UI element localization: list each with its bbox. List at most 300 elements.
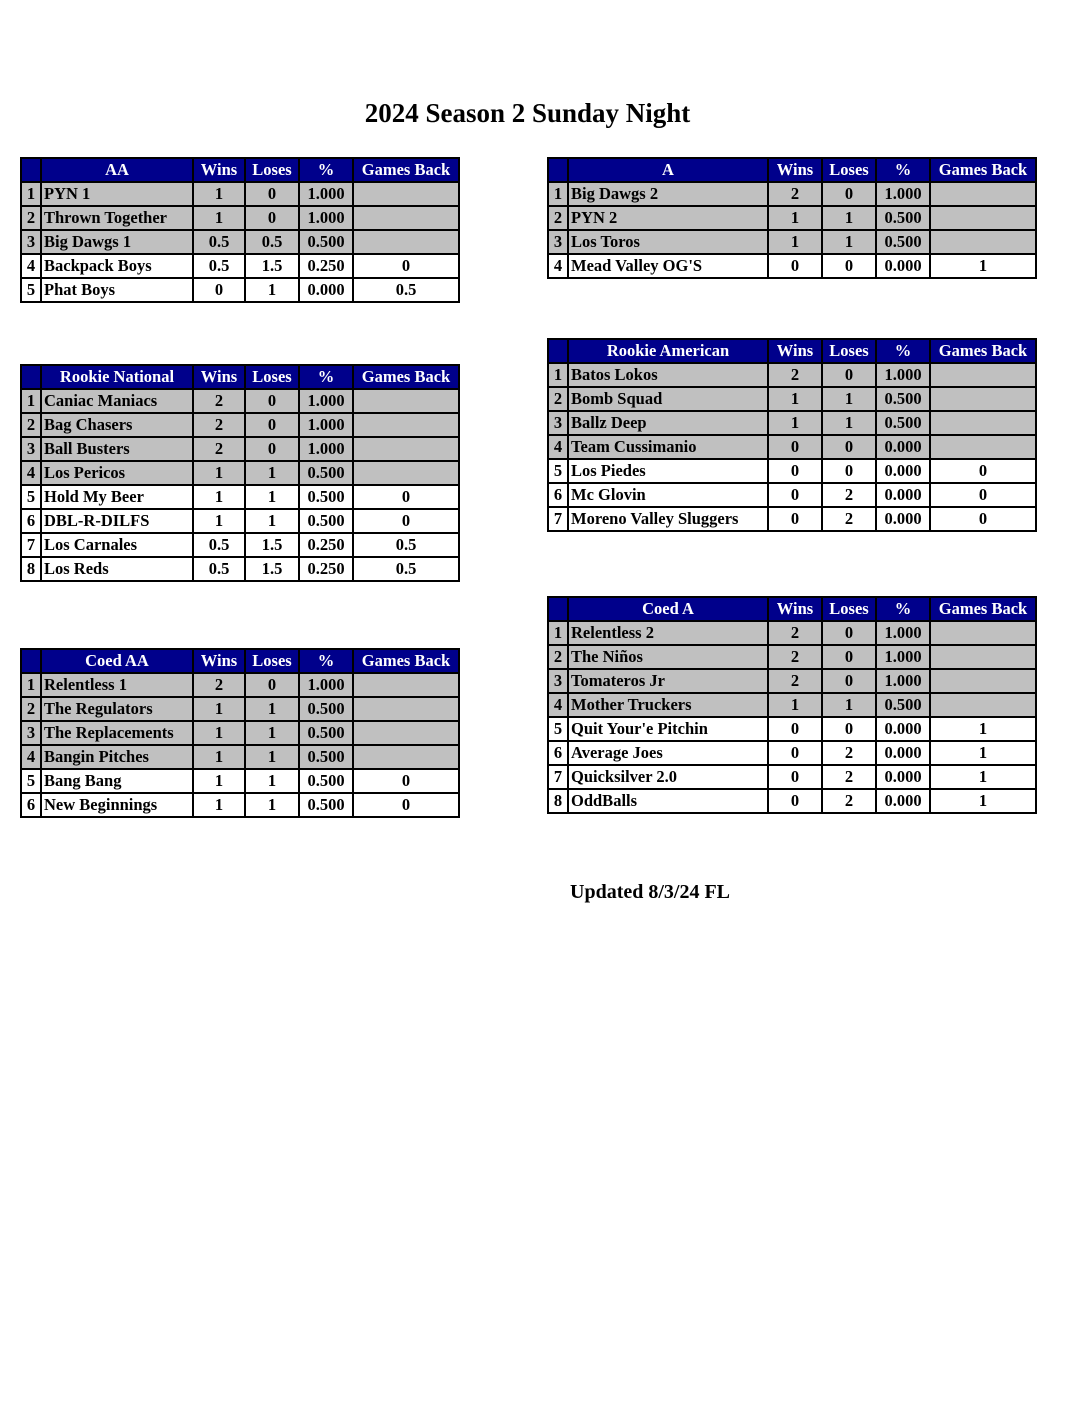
wins-cell: 2 bbox=[768, 363, 822, 387]
wins-cell: 1 bbox=[193, 721, 245, 745]
pct-cell: 0.000 bbox=[876, 789, 930, 813]
rank-cell: 6 bbox=[21, 793, 41, 817]
team-name-cell: Phat Boys bbox=[41, 278, 193, 302]
table-row bbox=[548, 621, 1036, 645]
loses-cell: 1 bbox=[245, 509, 299, 533]
loses-cell: 0 bbox=[822, 182, 876, 206]
rank-cell: 4 bbox=[548, 435, 568, 459]
rank-cell: 3 bbox=[548, 411, 568, 435]
games-back-cell bbox=[353, 721, 459, 745]
loses-cell: 1.5 bbox=[245, 254, 299, 278]
wins-cell: 0.5 bbox=[193, 230, 245, 254]
wins-cell: 0.5 bbox=[193, 254, 245, 278]
table-row bbox=[548, 206, 1036, 230]
pct-header: % bbox=[876, 597, 930, 621]
wins-cell: 2 bbox=[768, 182, 822, 206]
header-row bbox=[548, 339, 1036, 363]
table-row bbox=[21, 769, 459, 793]
rank-cell: 7 bbox=[21, 533, 41, 557]
team-name-cell: Los Reds bbox=[41, 557, 193, 581]
team-name-cell: Bomb Squad bbox=[568, 387, 768, 411]
table-row bbox=[548, 483, 1036, 507]
table-row bbox=[21, 721, 459, 745]
wins-cell: 2 bbox=[768, 669, 822, 693]
wins-cell: 1 bbox=[193, 793, 245, 817]
games-back-cell bbox=[353, 206, 459, 230]
rank-header bbox=[548, 339, 568, 363]
wins-cell: 1 bbox=[768, 693, 822, 717]
pct-cell: 0.500 bbox=[299, 745, 353, 769]
rank-cell: 3 bbox=[21, 437, 41, 461]
loses-cell: 0 bbox=[822, 363, 876, 387]
team-name-cell: PYN 2 bbox=[568, 206, 768, 230]
team-name-cell: Tomateros Jr bbox=[568, 669, 768, 693]
table-row bbox=[548, 411, 1036, 435]
games-back-cell: 0 bbox=[353, 509, 459, 533]
games-back-cell: 0 bbox=[930, 483, 1036, 507]
table-row bbox=[548, 789, 1036, 813]
team-name-cell: Mead Valley OG'S bbox=[568, 254, 768, 278]
games-back-cell bbox=[930, 435, 1036, 459]
pct-cell: 0.500 bbox=[876, 230, 930, 254]
pct-header: % bbox=[876, 158, 930, 182]
table-row bbox=[548, 254, 1036, 278]
table-row bbox=[548, 363, 1036, 387]
rank-header bbox=[21, 158, 41, 182]
pct-cell: 0.000 bbox=[876, 765, 930, 789]
rank-cell: 8 bbox=[21, 557, 41, 581]
loses-header: Loses bbox=[245, 649, 299, 673]
pct-cell: 0.250 bbox=[299, 557, 353, 581]
rank-cell: 5 bbox=[548, 717, 568, 741]
loses-cell: 0 bbox=[245, 206, 299, 230]
table-row bbox=[548, 741, 1036, 765]
team-name-cell: New Beginnings bbox=[41, 793, 193, 817]
games-back-cell: 0 bbox=[353, 793, 459, 817]
division-name: Coed A bbox=[568, 597, 768, 621]
loses-cell: 1 bbox=[245, 721, 299, 745]
rank-header bbox=[548, 158, 568, 182]
rank-cell: 4 bbox=[548, 254, 568, 278]
wins-cell: 0 bbox=[768, 254, 822, 278]
wins-cell: 1 bbox=[193, 745, 245, 769]
loses-cell: 2 bbox=[822, 789, 876, 813]
wins-cell: 1 bbox=[768, 230, 822, 254]
wins-cell: 0 bbox=[193, 278, 245, 302]
games-back-cell bbox=[353, 413, 459, 437]
games-back-cell: 1 bbox=[930, 717, 1036, 741]
wins-cell: 2 bbox=[768, 645, 822, 669]
team-name-cell: Moreno Valley Sluggers bbox=[568, 507, 768, 531]
team-name-cell: Big Dawgs 1 bbox=[41, 230, 193, 254]
team-name-cell: PYN 1 bbox=[41, 182, 193, 206]
pct-cell: 0.500 bbox=[876, 411, 930, 435]
team-name-cell: Bang Bang bbox=[41, 769, 193, 793]
standings-table-rookie-american bbox=[547, 338, 1037, 532]
table-row bbox=[548, 669, 1036, 693]
rank-cell: 4 bbox=[21, 254, 41, 278]
table-row bbox=[548, 435, 1036, 459]
standings-table-coed-a bbox=[547, 596, 1037, 814]
team-name-cell: Ball Busters bbox=[41, 437, 193, 461]
rank-cell: 3 bbox=[548, 230, 568, 254]
header-row bbox=[21, 365, 459, 389]
rank-cell: 3 bbox=[548, 669, 568, 693]
loses-header: Loses bbox=[245, 365, 299, 389]
team-name-cell: Team Cussimanio bbox=[568, 435, 768, 459]
pct-cell: 1.000 bbox=[876, 645, 930, 669]
games-back-cell: 0.5 bbox=[353, 278, 459, 302]
division-name: Coed AA bbox=[41, 649, 193, 673]
games-back-cell: 0 bbox=[930, 507, 1036, 531]
team-name-cell: Bag Chasers bbox=[41, 413, 193, 437]
loses-cell: 1 bbox=[245, 461, 299, 485]
division-name: A bbox=[568, 158, 768, 182]
games-back-cell: 0.5 bbox=[353, 557, 459, 581]
team-name-cell: OddBalls bbox=[568, 789, 768, 813]
pct-cell: 0.000 bbox=[876, 507, 930, 531]
standings-table-aa bbox=[20, 157, 460, 303]
table-row bbox=[21, 413, 459, 437]
rank-cell: 1 bbox=[548, 182, 568, 206]
wins-header: Wins bbox=[193, 158, 245, 182]
pct-cell: 0.000 bbox=[876, 254, 930, 278]
updated-note: Updated 8/3/24 FL bbox=[570, 881, 731, 903]
wins-cell: 1 bbox=[193, 461, 245, 485]
games-back-header: Games Back bbox=[353, 158, 459, 182]
games-back-header: Games Back bbox=[930, 158, 1036, 182]
pct-cell: 0.000 bbox=[876, 717, 930, 741]
pct-cell: 1.000 bbox=[299, 673, 353, 697]
rank-cell: 1 bbox=[21, 182, 41, 206]
table-row bbox=[21, 182, 459, 206]
wins-cell: 0.5 bbox=[193, 533, 245, 557]
table-row bbox=[548, 507, 1036, 531]
games-back-header: Games Back bbox=[930, 597, 1036, 621]
rank-cell: 4 bbox=[21, 745, 41, 769]
team-name-cell: The Niños bbox=[568, 645, 768, 669]
team-name-cell: DBL-R-DILFS bbox=[41, 509, 193, 533]
rank-cell: 1 bbox=[21, 673, 41, 697]
rank-cell: 7 bbox=[548, 765, 568, 789]
table-row bbox=[21, 509, 459, 533]
team-name-cell: Mc Glovin bbox=[568, 483, 768, 507]
table-row bbox=[548, 230, 1036, 254]
pct-header: % bbox=[299, 649, 353, 673]
wins-cell: 2 bbox=[193, 673, 245, 697]
loses-cell: 0 bbox=[822, 254, 876, 278]
header-row bbox=[21, 158, 459, 182]
pct-cell: 1.000 bbox=[876, 621, 930, 645]
rank-cell: 2 bbox=[548, 387, 568, 411]
loses-header: Loses bbox=[822, 158, 876, 182]
games-back-header: Games Back bbox=[353, 365, 459, 389]
team-name-cell: Thrown Together bbox=[41, 206, 193, 230]
rank-cell: 2 bbox=[548, 206, 568, 230]
games-back-cell bbox=[930, 206, 1036, 230]
pct-cell: 1.000 bbox=[299, 206, 353, 230]
standings-table-coed-aa bbox=[20, 648, 460, 818]
games-back-cell: 1 bbox=[930, 254, 1036, 278]
team-name-cell: Batos Lokos bbox=[568, 363, 768, 387]
table-row bbox=[548, 717, 1036, 741]
pct-cell: 0.250 bbox=[299, 254, 353, 278]
rank-cell: 8 bbox=[548, 789, 568, 813]
wins-cell: 0 bbox=[768, 459, 822, 483]
rank-cell: 2 bbox=[21, 413, 41, 437]
team-name-cell: Quicksilver 2.0 bbox=[568, 765, 768, 789]
games-back-cell bbox=[930, 411, 1036, 435]
wins-cell: 1 bbox=[193, 769, 245, 793]
wins-cell: 0 bbox=[768, 717, 822, 741]
loses-cell: 1 bbox=[245, 769, 299, 793]
standings-table-a bbox=[547, 157, 1037, 279]
loses-cell: 0 bbox=[245, 389, 299, 413]
table-row bbox=[548, 387, 1036, 411]
loses-cell: 2 bbox=[822, 483, 876, 507]
pct-cell: 0.500 bbox=[299, 230, 353, 254]
games-back-cell bbox=[353, 389, 459, 413]
wins-header: Wins bbox=[768, 597, 822, 621]
rank-cell: 3 bbox=[21, 721, 41, 745]
loses-cell: 1.5 bbox=[245, 533, 299, 557]
pct-cell: 0.500 bbox=[876, 387, 930, 411]
games-back-cell: 0.5 bbox=[353, 533, 459, 557]
wins-cell: 0.5 bbox=[193, 557, 245, 581]
games-back-cell: 1 bbox=[930, 741, 1036, 765]
team-name-cell: Mother Truckers bbox=[568, 693, 768, 717]
wins-cell: 1 bbox=[193, 509, 245, 533]
games-back-cell: 0 bbox=[353, 485, 459, 509]
loses-cell: 0 bbox=[245, 673, 299, 697]
rank-header bbox=[21, 649, 41, 673]
pct-cell: 0.500 bbox=[876, 693, 930, 717]
page-title: 2024 Season 2 Sunday Night bbox=[364, 98, 691, 128]
loses-cell: 1 bbox=[822, 693, 876, 717]
table-row bbox=[21, 485, 459, 509]
team-name-cell: Los Toros bbox=[568, 230, 768, 254]
team-name-cell: Quit Your'e Pitchin bbox=[568, 717, 768, 741]
games-back-cell bbox=[353, 697, 459, 721]
pct-header: % bbox=[876, 339, 930, 363]
division-name: AA bbox=[41, 158, 193, 182]
pct-cell: 1.000 bbox=[299, 413, 353, 437]
table-row bbox=[21, 206, 459, 230]
loses-cell: 0 bbox=[822, 717, 876, 741]
table-row bbox=[548, 693, 1036, 717]
wins-cell: 1 bbox=[193, 485, 245, 509]
rank-cell: 6 bbox=[548, 483, 568, 507]
table-row bbox=[21, 254, 459, 278]
rank-cell: 2 bbox=[21, 206, 41, 230]
games-back-cell bbox=[930, 645, 1036, 669]
rank-header bbox=[548, 597, 568, 621]
table-row bbox=[21, 745, 459, 769]
pct-cell: 0.500 bbox=[299, 721, 353, 745]
loses-cell: 1 bbox=[245, 697, 299, 721]
team-name-cell: Average Joes bbox=[568, 741, 768, 765]
wins-cell: 0 bbox=[768, 435, 822, 459]
table-row bbox=[21, 437, 459, 461]
loses-cell: 1 bbox=[245, 485, 299, 509]
team-name-cell: Relentless 2 bbox=[568, 621, 768, 645]
loses-cell: 0 bbox=[822, 645, 876, 669]
wins-cell: 1 bbox=[193, 206, 245, 230]
pct-cell: 1.000 bbox=[299, 437, 353, 461]
pct-header: % bbox=[299, 158, 353, 182]
loses-cell: 0.5 bbox=[245, 230, 299, 254]
table-row bbox=[21, 461, 459, 485]
rank-cell: 3 bbox=[21, 230, 41, 254]
pct-cell: 0.000 bbox=[876, 741, 930, 765]
wins-cell: 2 bbox=[193, 413, 245, 437]
loses-cell: 0 bbox=[245, 413, 299, 437]
pct-cell: 1.000 bbox=[876, 363, 930, 387]
loses-cell: 0 bbox=[245, 182, 299, 206]
table-row bbox=[548, 765, 1036, 789]
rank-cell: 6 bbox=[21, 509, 41, 533]
wins-cell: 1 bbox=[768, 206, 822, 230]
games-back-cell bbox=[930, 230, 1036, 254]
loses-cell: 1 bbox=[822, 387, 876, 411]
loses-cell: 1 bbox=[245, 278, 299, 302]
pct-cell: 0.000 bbox=[876, 435, 930, 459]
wins-header: Wins bbox=[193, 649, 245, 673]
team-name-cell: The Regulators bbox=[41, 697, 193, 721]
games-back-cell bbox=[930, 387, 1036, 411]
pct-cell: 1.000 bbox=[299, 182, 353, 206]
wins-cell: 0 bbox=[768, 765, 822, 789]
loses-cell: 0 bbox=[245, 437, 299, 461]
wins-cell: 2 bbox=[768, 621, 822, 645]
games-back-cell bbox=[930, 669, 1036, 693]
rank-cell: 1 bbox=[21, 389, 41, 413]
wins-cell: 2 bbox=[193, 437, 245, 461]
wins-cell: 1 bbox=[193, 182, 245, 206]
wins-cell: 0 bbox=[768, 483, 822, 507]
games-back-cell bbox=[353, 745, 459, 769]
table-row bbox=[21, 557, 459, 581]
loses-cell: 2 bbox=[822, 765, 876, 789]
team-name-cell: Los Pericos bbox=[41, 461, 193, 485]
loses-cell: 1 bbox=[245, 793, 299, 817]
loses-cell: 2 bbox=[822, 507, 876, 531]
games-back-cell bbox=[353, 673, 459, 697]
loses-cell: 0 bbox=[822, 621, 876, 645]
games-back-header: Games Back bbox=[353, 649, 459, 673]
division-name: Rookie American bbox=[568, 339, 768, 363]
loses-cell: 0 bbox=[822, 459, 876, 483]
games-back-cell bbox=[353, 182, 459, 206]
rank-cell: 5 bbox=[21, 278, 41, 302]
loses-cell: 1 bbox=[822, 411, 876, 435]
rank-header bbox=[21, 365, 41, 389]
rank-cell: 4 bbox=[21, 461, 41, 485]
header-row bbox=[548, 597, 1036, 621]
team-name-cell: Caniac Maniacs bbox=[41, 389, 193, 413]
games-back-cell bbox=[930, 363, 1036, 387]
table-row bbox=[548, 459, 1036, 483]
pct-cell: 0.250 bbox=[299, 533, 353, 557]
team-name-cell: Ballz Deep bbox=[568, 411, 768, 435]
pct-cell: 1.000 bbox=[299, 389, 353, 413]
rank-cell: 5 bbox=[21, 769, 41, 793]
games-back-cell: 1 bbox=[930, 765, 1036, 789]
table-row bbox=[21, 389, 459, 413]
games-back-header: Games Back bbox=[930, 339, 1036, 363]
games-back-cell: 0 bbox=[353, 769, 459, 793]
pct-cell: 0.500 bbox=[299, 793, 353, 817]
wins-cell: 0 bbox=[768, 507, 822, 531]
games-back-cell bbox=[930, 182, 1036, 206]
wins-cell: 1 bbox=[193, 697, 245, 721]
rank-cell: 1 bbox=[548, 621, 568, 645]
games-back-cell: 0 bbox=[930, 459, 1036, 483]
games-back-cell: 0 bbox=[353, 254, 459, 278]
rank-cell: 2 bbox=[21, 697, 41, 721]
table-row bbox=[21, 278, 459, 302]
team-name-cell: Hold My Beer bbox=[41, 485, 193, 509]
header-row bbox=[21, 649, 459, 673]
wins-header: Wins bbox=[193, 365, 245, 389]
table-row bbox=[21, 793, 459, 817]
wins-header: Wins bbox=[768, 158, 822, 182]
wins-cell: 1 bbox=[768, 411, 822, 435]
team-name-cell: Backpack Boys bbox=[41, 254, 193, 278]
rank-cell: 5 bbox=[548, 459, 568, 483]
wins-cell: 0 bbox=[768, 789, 822, 813]
games-back-cell: 1 bbox=[930, 789, 1036, 813]
pct-header: % bbox=[299, 365, 353, 389]
table-row bbox=[21, 533, 459, 557]
loses-cell: 1.5 bbox=[245, 557, 299, 581]
pct-cell: 0.000 bbox=[299, 278, 353, 302]
games-back-cell bbox=[353, 461, 459, 485]
loses-header: Loses bbox=[822, 339, 876, 363]
games-back-cell bbox=[353, 437, 459, 461]
table-row bbox=[21, 673, 459, 697]
division-name: Rookie National bbox=[41, 365, 193, 389]
rank-cell: 6 bbox=[548, 741, 568, 765]
pct-cell: 1.000 bbox=[876, 669, 930, 693]
pct-cell: 0.000 bbox=[876, 459, 930, 483]
wins-cell: 2 bbox=[193, 389, 245, 413]
pct-cell: 1.000 bbox=[876, 182, 930, 206]
rank-cell: 7 bbox=[548, 507, 568, 531]
pct-cell: 0.500 bbox=[299, 509, 353, 533]
table-row bbox=[548, 182, 1036, 206]
standings-table-rookie-national bbox=[20, 364, 460, 582]
wins-cell: 1 bbox=[768, 387, 822, 411]
wins-cell: 0 bbox=[768, 741, 822, 765]
team-name-cell: Los Piedes bbox=[568, 459, 768, 483]
rank-cell: 5 bbox=[21, 485, 41, 509]
loses-cell: 2 bbox=[822, 741, 876, 765]
wins-header: Wins bbox=[768, 339, 822, 363]
team-name-cell: Big Dawgs 2 bbox=[568, 182, 768, 206]
team-name-cell: Los Carnales bbox=[41, 533, 193, 557]
header-row bbox=[548, 158, 1036, 182]
pct-cell: 0.000 bbox=[876, 483, 930, 507]
pct-cell: 0.500 bbox=[299, 769, 353, 793]
loses-header: Loses bbox=[245, 158, 299, 182]
rank-cell: 4 bbox=[548, 693, 568, 717]
pct-cell: 0.500 bbox=[299, 485, 353, 509]
team-name-cell: The Replacements bbox=[41, 721, 193, 745]
pct-cell: 0.500 bbox=[299, 461, 353, 485]
games-back-cell bbox=[930, 693, 1036, 717]
table-row bbox=[21, 697, 459, 721]
